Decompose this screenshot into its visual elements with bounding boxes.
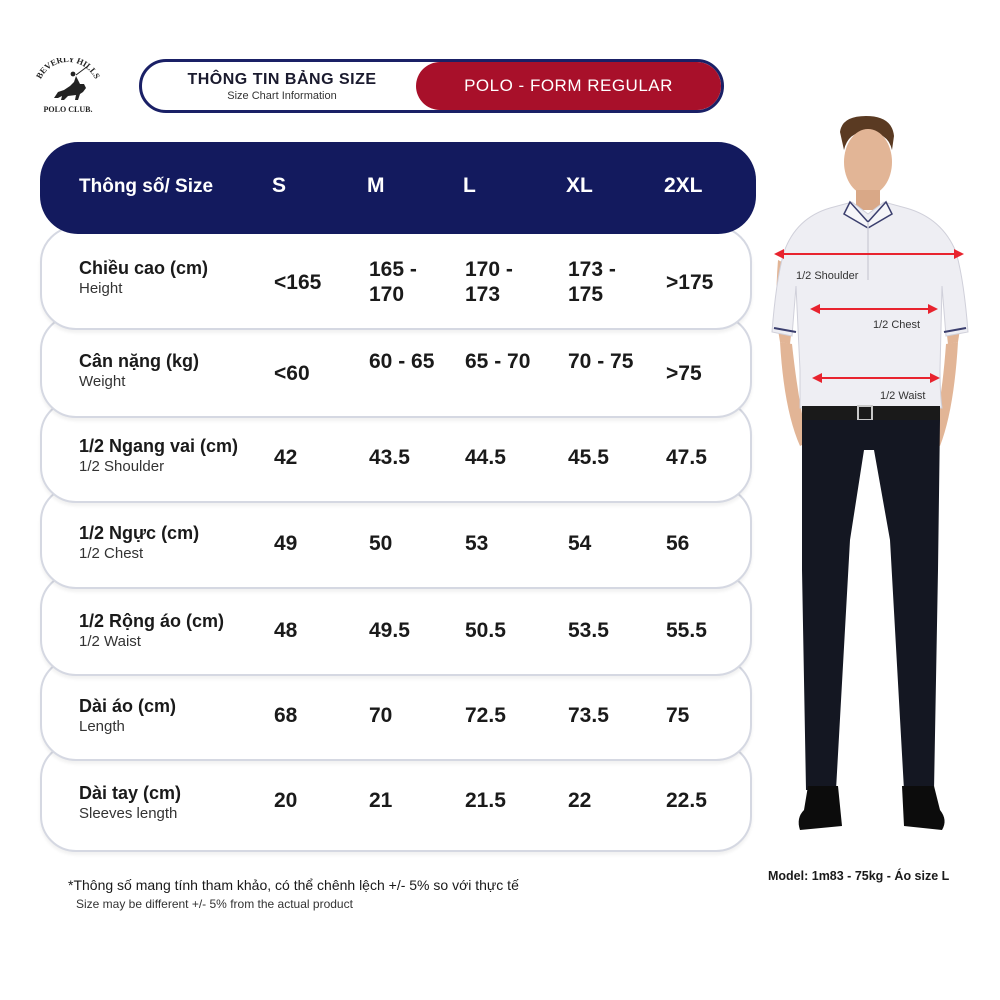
label-half-shoulder: 1/2 Shoulder <box>796 270 859 282</box>
row-label-en: Length <box>79 718 125 735</box>
cell-2xl: >75 <box>666 362 702 385</box>
brand-logo <box>28 58 108 120</box>
cell-xl: 54 <box>568 532 592 555</box>
header-cell-m: M <box>367 174 385 197</box>
row-label-en: 1/2 Waist <box>79 633 141 650</box>
model-caption: Model: 1m83 - 75kg - Áo size L <box>768 869 950 883</box>
row-label <box>79 783 181 822</box>
row-label <box>79 611 224 650</box>
page-subtitle: Size Chart Information <box>227 90 337 102</box>
product-form-badge: POLO - FORM REGULAR <box>416 62 721 110</box>
header-cell-s: S <box>272 174 287 197</box>
cell-m: 21 <box>369 789 393 812</box>
cell-xl: 70 - 75 <box>568 350 634 373</box>
cell-2xl: >175 <box>666 271 714 294</box>
cell-m: 49.5 <box>369 619 410 642</box>
row-label <box>79 351 199 390</box>
cell-m: 50 <box>369 532 393 555</box>
title-banner <box>139 59 724 113</box>
logo-top-text: BEVERLY HILLS <box>33 58 103 81</box>
logo-bottom-text: POLO CLUB. <box>43 105 93 114</box>
cell-l: 21.5 <box>465 789 506 812</box>
row-label-vn: Dài tay (cm) <box>79 783 182 803</box>
cell-s: <60 <box>274 362 310 385</box>
label-half-waist: 1/2 Waist <box>880 390 926 402</box>
cell-l: 44.5 <box>465 446 506 469</box>
cell-s: 20 <box>274 789 298 812</box>
row-label <box>79 258 208 297</box>
page-title: THÔNG TIN BẢNG SIZE <box>187 71 377 88</box>
cell-l: 65 - 70 <box>465 350 531 373</box>
cell-s: 42 <box>274 446 298 469</box>
header-cell-2xl: 2XL <box>664 174 703 197</box>
cell-l: 53 <box>465 532 489 555</box>
cell-2xl: 22.5 <box>666 789 707 812</box>
table-row-height <box>40 226 752 330</box>
cell-s: 49 <box>274 532 298 555</box>
cell-xl: 173 - 175 <box>568 258 616 306</box>
svg-text:BEVERLY HILLS <box>34 58 103 81</box>
header-cell-xl: XL <box>566 174 593 197</box>
disclaimer-vn: *Thông số mang tính tham khảo, có thể chênh lệch +/- 5% so với thực tế <box>68 877 519 893</box>
disclaimer-en: Size may be different +/- 5% from the actual product <box>76 897 353 911</box>
row-label-vn: Cân nặng (kg) <box>79 351 199 371</box>
cell-2xl: 56 <box>666 532 690 555</box>
cell-m: 60 - 65 <box>369 350 435 373</box>
cell-s: 48 <box>274 619 298 642</box>
row-label-en: 1/2 Chest <box>79 545 144 562</box>
cell-s: 68 <box>274 704 298 727</box>
header-cell-l: L <box>463 174 476 197</box>
cell-xl: 45.5 <box>568 446 609 469</box>
model-photo <box>770 110 990 850</box>
row-label-vn: 1/2 Ngang vai (cm) <box>79 436 239 456</box>
cell-m: 165 - 170 <box>369 258 417 306</box>
row-label-en: 1/2 Shoulder <box>79 458 165 475</box>
row-label-en: Weight <box>79 373 126 390</box>
cell-2xl: 75 <box>666 704 690 727</box>
row-label-vn: 1/2 Ngực (cm) <box>79 523 200 543</box>
cell-xl: 53.5 <box>568 619 609 642</box>
cell-l: 72.5 <box>465 704 506 727</box>
header-cell-parameter: Thông số/ Size <box>79 176 214 197</box>
cell-2xl: 47.5 <box>666 446 707 469</box>
row-label <box>79 436 238 475</box>
cell-xl: 22 <box>568 789 592 812</box>
cell-l: 50.5 <box>465 619 506 642</box>
cell-s: <165 <box>274 271 322 294</box>
cell-m: 70 <box>369 704 393 727</box>
row-label-vn: Dài áo (cm) <box>79 696 177 716</box>
cell-m: 43.5 <box>369 446 410 469</box>
title-block <box>142 62 422 110</box>
row-label <box>79 696 176 735</box>
row-label <box>79 523 199 562</box>
cell-xl: 73.5 <box>568 704 609 727</box>
row-label-en: Height <box>79 280 123 297</box>
row-label-vn: 1/2 Rộng áo (cm) <box>79 611 225 631</box>
row-label-en: Sleeves length <box>79 805 178 822</box>
table-header <box>40 142 756 234</box>
cell-l: 170 - 173 <box>465 258 513 306</box>
model-illustration <box>770 110 990 850</box>
row-label-vn: Chiều cao (cm) <box>79 258 209 278</box>
polo-player-icon <box>28 58 108 120</box>
label-half-chest: 1/2 Chest <box>873 319 921 331</box>
cell-2xl: 55.5 <box>666 619 707 642</box>
